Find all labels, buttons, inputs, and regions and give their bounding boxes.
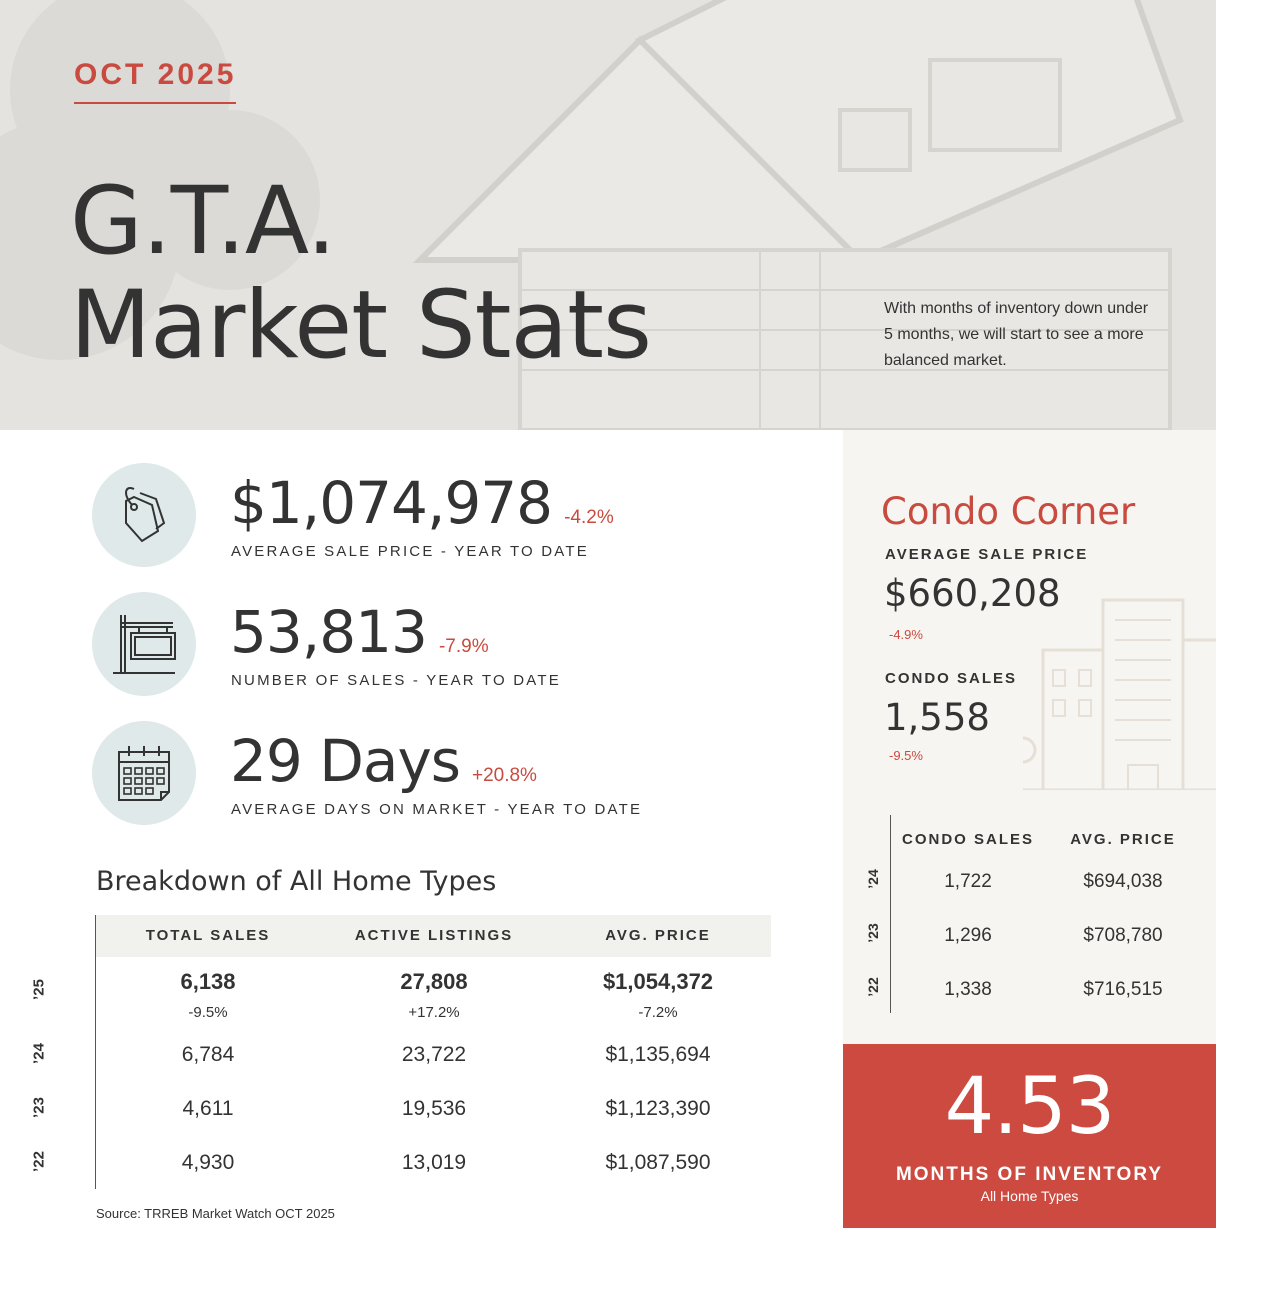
condo-corner-title: Condo Corner: [881, 490, 1136, 533]
stat-value-text: 53,813: [230, 598, 427, 666]
stat-change: -7.9%: [438, 636, 489, 657]
calendar-icon: [92, 721, 196, 825]
title-line-1: G.T.A.: [70, 167, 336, 276]
column-header-active-listings: ACTIVE LISTINGS: [354, 927, 514, 944]
row-year: ’22: [30, 1151, 48, 1172]
cell-avg-price: $708,780: [1083, 925, 1163, 946]
stat-value-text: $1,074,978: [230, 469, 553, 537]
stat-value: [230, 469, 614, 537]
cell-condo-sales: 1,338: [944, 979, 992, 1000]
condo-sales-change: -9.5%: [889, 748, 923, 763]
row-year: ’23: [865, 923, 881, 943]
price-tag-icon: [92, 463, 196, 567]
cell-total-sales-change: -9.5%: [188, 1004, 228, 1021]
cell-active-listings: 23,722: [401, 1043, 467, 1066]
cell-avg-price-change: -7.2%: [638, 1004, 678, 1021]
cell-avg-price: $1,135,694: [605, 1043, 711, 1066]
stat-label: NUMBER OF SALES - YEAR TO DATE: [231, 672, 561, 689]
inventory-value: 4.53: [944, 1062, 1115, 1152]
cell-active-listings: 13,019: [401, 1151, 467, 1174]
source-note: Source: TRREB Market Watch OCT 2025: [96, 1206, 335, 1221]
condo-corner-panel: [843, 430, 1216, 1044]
breakdown-title: Breakdown of All Home Types: [96, 866, 497, 897]
condo-avg-price: $660,208: [884, 572, 1061, 615]
column-header-avg-price: AVG. PRICE: [1070, 831, 1176, 848]
row-year: ’23: [30, 1097, 48, 1118]
cell-total-sales: 6,784: [181, 1043, 235, 1066]
months-of-inventory-panel: [843, 1044, 1216, 1228]
condo-avg-price-change: -4.9%: [889, 627, 923, 642]
row-year: ’24: [865, 869, 881, 889]
table-header: [96, 915, 771, 957]
cell-active-listings: 19,536: [401, 1097, 467, 1120]
page-title: [70, 167, 651, 380]
stat-value: [230, 727, 537, 795]
cell-total-sales: 6,138: [180, 969, 236, 994]
stat-change: +20.8%: [471, 765, 537, 786]
inventory-label: MONTHS OF INVENTORY: [895, 1164, 1164, 1185]
condo-avg-price-label: AVERAGE SALE PRICE: [885, 546, 1089, 563]
row-year: ’22: [865, 977, 881, 997]
stat-label: AVERAGE SALE PRICE - YEAR TO DATE: [231, 543, 589, 560]
for-sale-sign-icon: [92, 592, 196, 696]
column-header-total-sales: TOTAL SALES: [145, 927, 271, 944]
column-header-avg-price: AVG. PRICE: [605, 927, 711, 944]
condo-building-illustration: [1023, 590, 1216, 790]
breakdown-table: [30, 915, 770, 1189]
cell-avg-price: $1,054,372: [602, 969, 714, 994]
cell-total-sales: 4,930: [181, 1151, 235, 1174]
cell-avg-price: $716,515: [1083, 979, 1163, 1000]
report-month: OCT 2025: [74, 58, 236, 104]
stat-value: [230, 598, 489, 666]
cell-active-listings: 27,808: [400, 969, 468, 994]
cell-avg-price: $694,038: [1083, 871, 1163, 892]
inventory-sublabel: All Home Types: [980, 1188, 1079, 1204]
stat-days-on-market: [92, 721, 812, 827]
stat-label: AVERAGE DAYS ON MARKET - YEAR TO DATE: [231, 801, 643, 818]
cell-condo-sales: 1,722: [944, 871, 992, 892]
cell-avg-price: $1,087,590: [605, 1151, 711, 1174]
row-year: ’25: [30, 979, 48, 1000]
hero-banner: [0, 0, 1216, 430]
condo-sales-label: CONDO SALES: [885, 670, 1018, 687]
hero-note: With months of inventory down under 5 months, we will start to see a more balanced market.: [884, 300, 1149, 369]
stat-value-text: 29 Days: [230, 727, 460, 795]
condo-sales: 1,558: [884, 696, 990, 739]
stat-change: -4.2%: [564, 507, 614, 528]
column-header-condo-sales: CONDO SALES: [901, 831, 1034, 848]
row-year: ’24: [30, 1043, 48, 1064]
cell-total-sales: 4,611: [182, 1097, 234, 1120]
cell-active-listings-change: +17.2%: [408, 1004, 460, 1021]
title-line-2: Market Stats: [70, 271, 651, 380]
cell-condo-sales: 1,296: [944, 925, 992, 946]
condo-history-table: [865, 815, 1190, 1013]
cell-avg-price: $1,123,390: [605, 1097, 711, 1120]
stat-average-sale-price: [92, 463, 812, 569]
stat-number-of-sales: [92, 592, 812, 698]
